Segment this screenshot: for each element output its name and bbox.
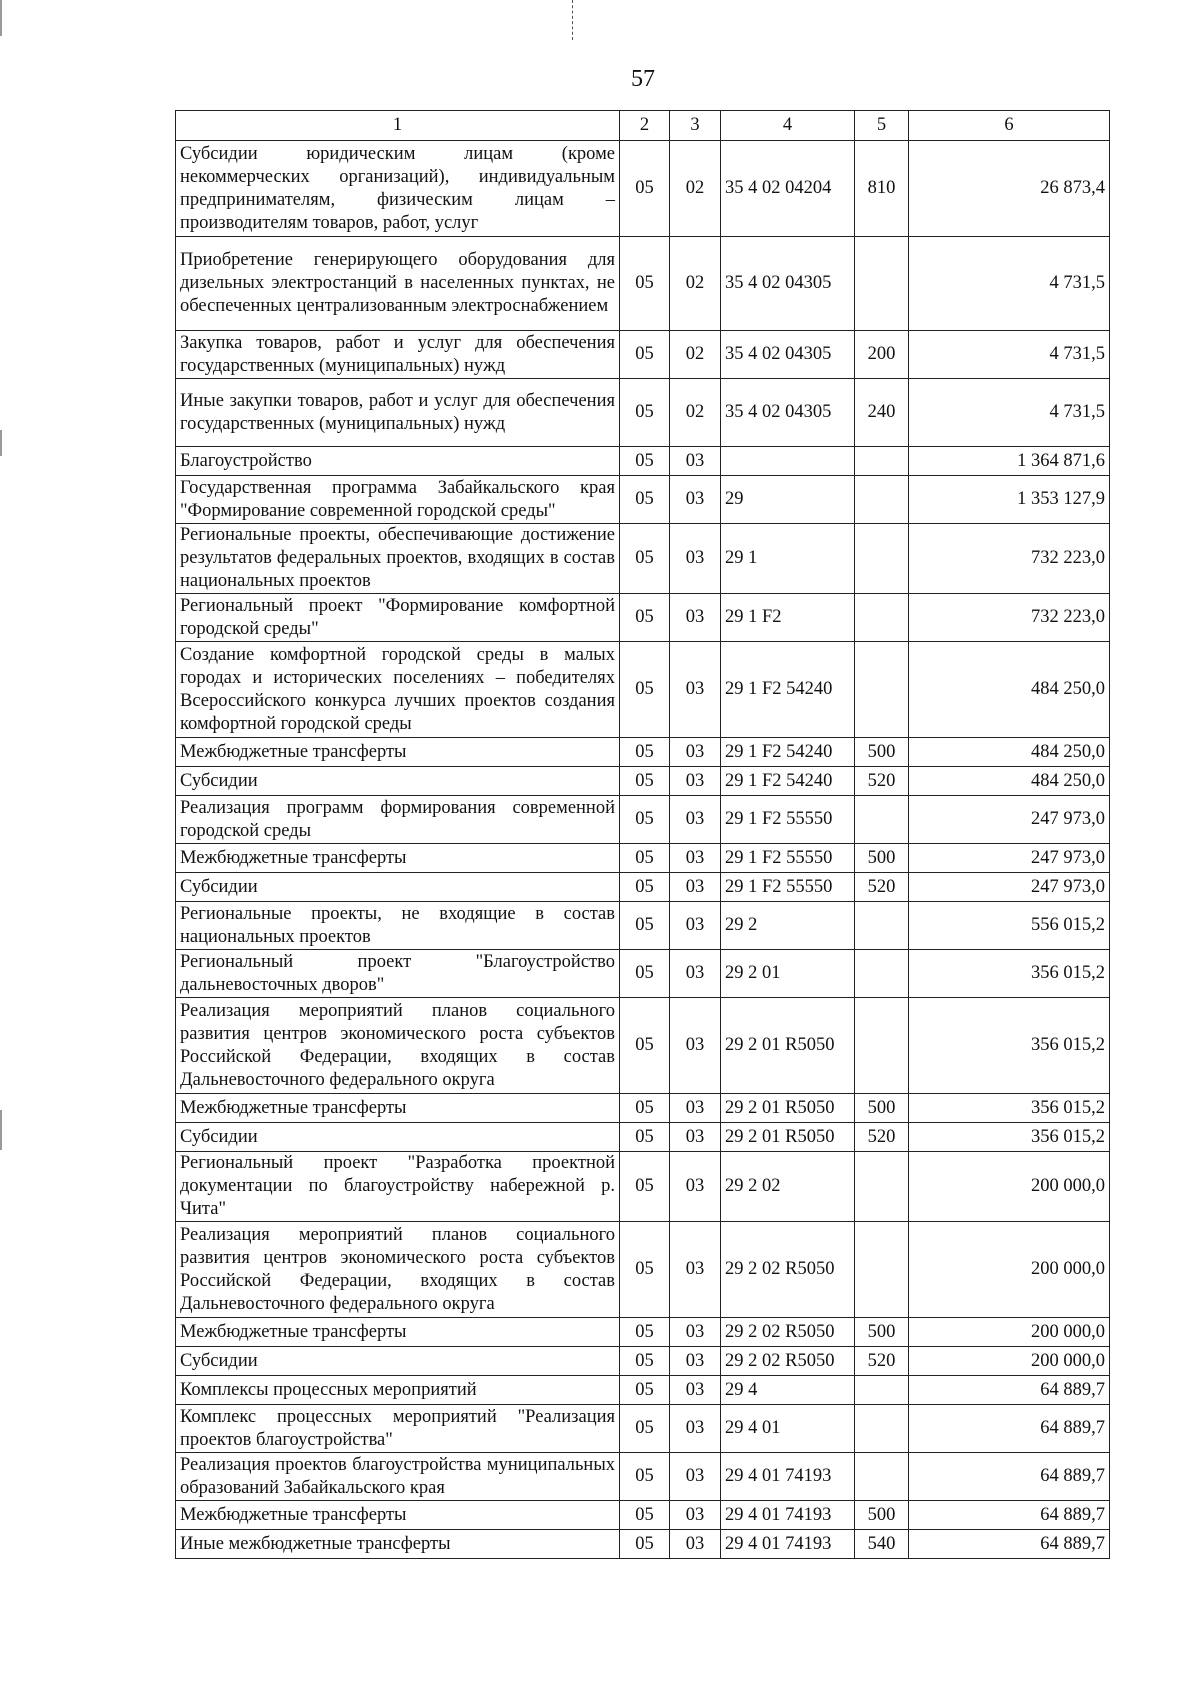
table-row	[176, 1501, 1110, 1530]
cell-subsection: 03	[670, 1501, 721, 1530]
cell-section: 05	[620, 950, 670, 998]
cell-target-code: 35 4 02 04305	[721, 331, 855, 379]
cell-sum: 200 000,0	[909, 1222, 1110, 1318]
cell-expense-type	[855, 1453, 909, 1501]
cell-name: Субсидии юридическим лицам (кроме некоммерческих организаций), индивидуальным предпринимателям, физическим лицам – производителям товаров, работ, услуг	[176, 141, 620, 237]
cell-subsection: 03	[670, 1152, 721, 1222]
cell-sum: 356 015,2	[909, 1123, 1110, 1152]
cell-subsection: 02	[670, 379, 721, 447]
cell-subsection: 03	[670, 594, 721, 642]
cell-section: 05	[620, 524, 670, 594]
cell-section: 05	[620, 1318, 670, 1347]
cell-sum: 247 973,0	[909, 796, 1110, 844]
table-row	[176, 1222, 1110, 1318]
page-number: 57	[631, 66, 655, 92]
cell-section: 05	[620, 1094, 670, 1123]
cell-name: Межбюджетные трансферты	[176, 844, 620, 873]
cell-sum: 484 250,0	[909, 642, 1110, 738]
cell-subsection: 03	[670, 796, 721, 844]
cell-sum: 1 364 871,6	[909, 447, 1110, 476]
cell-sum: 26 873,4	[909, 141, 1110, 237]
cell-target-code: 29	[721, 476, 855, 524]
cell-section: 05	[620, 642, 670, 738]
cell-name: Реализация мероприятий планов социального развития центров экономического роста субъектов Российской Федерации, входящих в состав Дальневосточного федерального округа	[176, 998, 620, 1094]
cell-name: Реализация программ формирования современной городской среды	[176, 796, 620, 844]
cell-section: 05	[620, 141, 670, 237]
cell-subsection: 02	[670, 237, 721, 331]
cell-expense-type	[855, 998, 909, 1094]
cell-expense-type	[855, 642, 909, 738]
table-row	[176, 998, 1110, 1094]
cell-sum: 356 015,2	[909, 998, 1110, 1094]
cell-expense-type: 500	[855, 844, 909, 873]
cell-expense-type: 520	[855, 1347, 909, 1376]
table-row	[176, 873, 1110, 902]
cell-expense-type	[855, 237, 909, 331]
cell-name: Благоустройство	[176, 447, 620, 476]
cell-target-code: 35 4 02 04305	[721, 237, 855, 331]
table-row	[176, 1094, 1110, 1123]
cell-expense-type: 500	[855, 1318, 909, 1347]
cell-target-code: 29 1 F2 55550	[721, 844, 855, 873]
cell-sum: 4 731,5	[909, 237, 1110, 331]
cell-target-code: 29 4 01 74193	[721, 1453, 855, 1501]
cell-name: Реализация мероприятий планов социального развития центров экономического роста субъектов Российской Федерации, входящих в состав Дальневосточного федерального округа	[176, 1222, 620, 1318]
cell-section: 05	[620, 767, 670, 796]
cell-target-code: 29 4 01	[721, 1405, 855, 1453]
table-row	[176, 379, 1110, 447]
cell-sum: 732 223,0	[909, 594, 1110, 642]
cell-name: Региональный проект "Формирование комфортной городской среды"	[176, 594, 620, 642]
cell-subsection: 02	[670, 141, 721, 237]
cell-subsection: 03	[670, 447, 721, 476]
cell-sum: 4 731,5	[909, 331, 1110, 379]
cell-section: 05	[620, 1152, 670, 1222]
cell-subsection: 03	[670, 1318, 721, 1347]
cell-subsection: 03	[670, 844, 721, 873]
table-row	[176, 1318, 1110, 1347]
cell-name: Субсидии	[176, 873, 620, 902]
cell-target-code: 29 2 01 R5050	[721, 998, 855, 1094]
cell-target-code: 29 4	[721, 1376, 855, 1405]
table-body	[176, 141, 1110, 1559]
cell-expense-type	[855, 447, 909, 476]
cell-subsection: 03	[670, 1222, 721, 1318]
cell-sum: 64 889,7	[909, 1501, 1110, 1530]
table-row	[176, 767, 1110, 796]
cell-subsection: 03	[670, 524, 721, 594]
cell-expense-type: 520	[855, 873, 909, 902]
table-row	[176, 1453, 1110, 1501]
cell-subsection: 03	[670, 902, 721, 950]
cell-expense-type: 810	[855, 141, 909, 237]
cell-section: 05	[620, 476, 670, 524]
header-col-6: 6	[909, 111, 1110, 141]
table-row	[176, 1530, 1110, 1559]
cell-target-code: 29 1 F2 55550	[721, 873, 855, 902]
cell-sum: 200 000,0	[909, 1318, 1110, 1347]
scan-cut-mark	[572, 0, 573, 40]
table-row	[176, 1405, 1110, 1453]
cell-target-code: 29 2 02 R5050	[721, 1222, 855, 1318]
cell-target-code: 29 4 01 74193	[721, 1501, 855, 1530]
scan-edge-mark	[0, 0, 2, 36]
cell-section: 05	[620, 1405, 670, 1453]
cell-name: Создание комфортной городской среды в малых городах и исторических поселениях – победителях Всероссийского конкурса лучших проектов создания комфортной городской среды	[176, 642, 620, 738]
cell-name: Региональный проект "Разработка проектной документации по благоустройству набережной р. Чита"	[176, 1152, 620, 1222]
cell-name: Субсидии	[176, 1347, 620, 1376]
cell-subsection: 03	[670, 998, 721, 1094]
scan-edge-mark	[0, 430, 2, 456]
cell-section: 05	[620, 331, 670, 379]
cell-target-code: 29 1 F2 55550	[721, 796, 855, 844]
cell-section: 05	[620, 738, 670, 767]
cell-target-code	[721, 447, 855, 476]
table-row	[176, 796, 1110, 844]
cell-section: 05	[620, 873, 670, 902]
cell-expense-type: 500	[855, 1501, 909, 1530]
cell-expense-type	[855, 594, 909, 642]
cell-subsection: 03	[670, 1453, 721, 1501]
cell-target-code: 35 4 02 04204	[721, 141, 855, 237]
cell-section: 05	[620, 1222, 670, 1318]
cell-sum: 732 223,0	[909, 524, 1110, 594]
cell-name: Субсидии	[176, 767, 620, 796]
cell-section: 05	[620, 796, 670, 844]
cell-sum: 64 889,7	[909, 1376, 1110, 1405]
cell-section: 05	[620, 237, 670, 331]
cell-target-code: 29 1 F2 54240	[721, 767, 855, 796]
scan-edge-mark	[0, 1110, 2, 1150]
cell-sum: 200 000,0	[909, 1152, 1110, 1222]
cell-name: Региональный проект "Благоустройство дальневосточных дворов"	[176, 950, 620, 998]
cell-sum: 64 889,7	[909, 1453, 1110, 1501]
table-row	[176, 902, 1110, 950]
cell-subsection: 03	[670, 873, 721, 902]
cell-section: 05	[620, 998, 670, 1094]
cell-name: Приобретение генерирующего оборудования для дизельных электростанций в населенных пунктах, не обеспеченных централизованным электроснабжением	[176, 237, 620, 331]
cell-sum: 484 250,0	[909, 767, 1110, 796]
cell-expense-type	[855, 1222, 909, 1318]
cell-expense-type: 240	[855, 379, 909, 447]
cell-sum: 64 889,7	[909, 1405, 1110, 1453]
cell-target-code: 29 2 02 R5050	[721, 1318, 855, 1347]
table-row	[176, 844, 1110, 873]
cell-section: 05	[620, 1501, 670, 1530]
table-row	[176, 524, 1110, 594]
cell-sum: 356 015,2	[909, 950, 1110, 998]
cell-subsection: 03	[670, 738, 721, 767]
cell-name: Межбюджетные трансферты	[176, 1094, 620, 1123]
budget-table	[175, 110, 1110, 1559]
cell-name: Межбюджетные трансферты	[176, 1501, 620, 1530]
cell-target-code: 29 1 F2 54240	[721, 738, 855, 767]
cell-name: Региональные проекты, не входящие в состав национальных проектов	[176, 902, 620, 950]
cell-expense-type: 520	[855, 767, 909, 796]
cell-name: Межбюджетные трансферты	[176, 738, 620, 767]
table-row	[176, 1376, 1110, 1405]
cell-name: Государственная программа Забайкальского края "Формирование современной городской среды"	[176, 476, 620, 524]
cell-sum: 484 250,0	[909, 738, 1110, 767]
cell-name: Закупка товаров, работ и услуг для обеспечения государственных (муниципальных) нужд	[176, 331, 620, 379]
table-row	[176, 237, 1110, 331]
cell-target-code: 29 2 01	[721, 950, 855, 998]
table-row	[176, 1123, 1110, 1152]
cell-subsection: 03	[670, 1347, 721, 1376]
cell-expense-type: 500	[855, 1094, 909, 1123]
cell-expense-type	[855, 902, 909, 950]
cell-sum: 200 000,0	[909, 1347, 1110, 1376]
cell-target-code: 29 4 01 74193	[721, 1530, 855, 1559]
cell-name: Межбюджетные трансферты	[176, 1318, 620, 1347]
table-row	[176, 447, 1110, 476]
cell-target-code: 29 2 02 R5050	[721, 1347, 855, 1376]
cell-expense-type	[855, 1152, 909, 1222]
cell-expense-type	[855, 1405, 909, 1453]
cell-target-code: 29 1 F2	[721, 594, 855, 642]
cell-name: Комплексы процессных мероприятий	[176, 1376, 620, 1405]
cell-subsection: 03	[670, 476, 721, 524]
header-col-5: 5	[855, 111, 909, 141]
table-row	[176, 594, 1110, 642]
header-col-2: 2	[620, 111, 670, 141]
cell-sum: 356 015,2	[909, 1094, 1110, 1123]
cell-subsection: 03	[670, 1405, 721, 1453]
cell-subsection: 03	[670, 767, 721, 796]
cell-expense-type	[855, 524, 909, 594]
cell-sum: 247 973,0	[909, 844, 1110, 873]
cell-sum: 64 889,7	[909, 1530, 1110, 1559]
cell-name: Иные закупки товаров, работ и услуг для обеспечения государственных (муниципальных) нужд	[176, 379, 620, 447]
cell-section: 05	[620, 1530, 670, 1559]
header-col-4: 4	[721, 111, 855, 141]
header-col-3: 3	[670, 111, 721, 141]
cell-subsection: 03	[670, 642, 721, 738]
cell-name: Региональные проекты, обеспечивающие достижение результатов федеральных проектов, входящих в состав национальных проектов	[176, 524, 620, 594]
cell-target-code: 35 4 02 04305	[721, 379, 855, 447]
cell-subsection: 03	[670, 1376, 721, 1405]
table-row	[176, 476, 1110, 524]
cell-subsection: 03	[670, 1094, 721, 1123]
cell-name: Комплекс процессных мероприятий "Реализация проектов благоустройства"	[176, 1405, 620, 1453]
cell-section: 05	[620, 1347, 670, 1376]
cell-section: 05	[620, 1123, 670, 1152]
cell-sum: 556 015,2	[909, 902, 1110, 950]
cell-section: 05	[620, 379, 670, 447]
cell-section: 05	[620, 594, 670, 642]
table-row	[176, 642, 1110, 738]
cell-name: Иные межбюджетные трансферты	[176, 1530, 620, 1559]
cell-subsection: 03	[670, 1123, 721, 1152]
cell-target-code: 29 1	[721, 524, 855, 594]
table-row	[176, 950, 1110, 998]
cell-section: 05	[620, 447, 670, 476]
cell-target-code: 29 1 F2 54240	[721, 642, 855, 738]
cell-sum: 247 973,0	[909, 873, 1110, 902]
cell-sum: 1 353 127,9	[909, 476, 1110, 524]
cell-section: 05	[620, 844, 670, 873]
cell-expense-type	[855, 1376, 909, 1405]
cell-subsection: 02	[670, 331, 721, 379]
cell-name: Субсидии	[176, 1123, 620, 1152]
cell-expense-type	[855, 950, 909, 998]
cell-expense-type: 520	[855, 1123, 909, 1152]
cell-section: 05	[620, 1376, 670, 1405]
cell-section: 05	[620, 1453, 670, 1501]
table-header-row	[176, 111, 1110, 141]
cell-expense-type: 540	[855, 1530, 909, 1559]
header-col-1: 1	[176, 111, 620, 141]
cell-target-code: 29 2	[721, 902, 855, 950]
cell-target-code: 29 2 01 R5050	[721, 1094, 855, 1123]
table-row	[176, 1152, 1110, 1222]
cell-expense-type: 200	[855, 331, 909, 379]
table-row	[176, 738, 1110, 767]
cell-expense-type	[855, 476, 909, 524]
table-row	[176, 331, 1110, 379]
cell-target-code: 29 2 02	[721, 1152, 855, 1222]
cell-sum: 4 731,5	[909, 379, 1110, 447]
cell-section: 05	[620, 902, 670, 950]
cell-name: Реализация проектов благоустройства муниципальных образований Забайкальского края	[176, 1453, 620, 1501]
cell-subsection: 03	[670, 950, 721, 998]
table-row	[176, 1347, 1110, 1376]
cell-subsection: 03	[670, 1530, 721, 1559]
cell-expense-type: 500	[855, 738, 909, 767]
cell-target-code: 29 2 01 R5050	[721, 1123, 855, 1152]
cell-expense-type	[855, 796, 909, 844]
table-row	[176, 141, 1110, 237]
